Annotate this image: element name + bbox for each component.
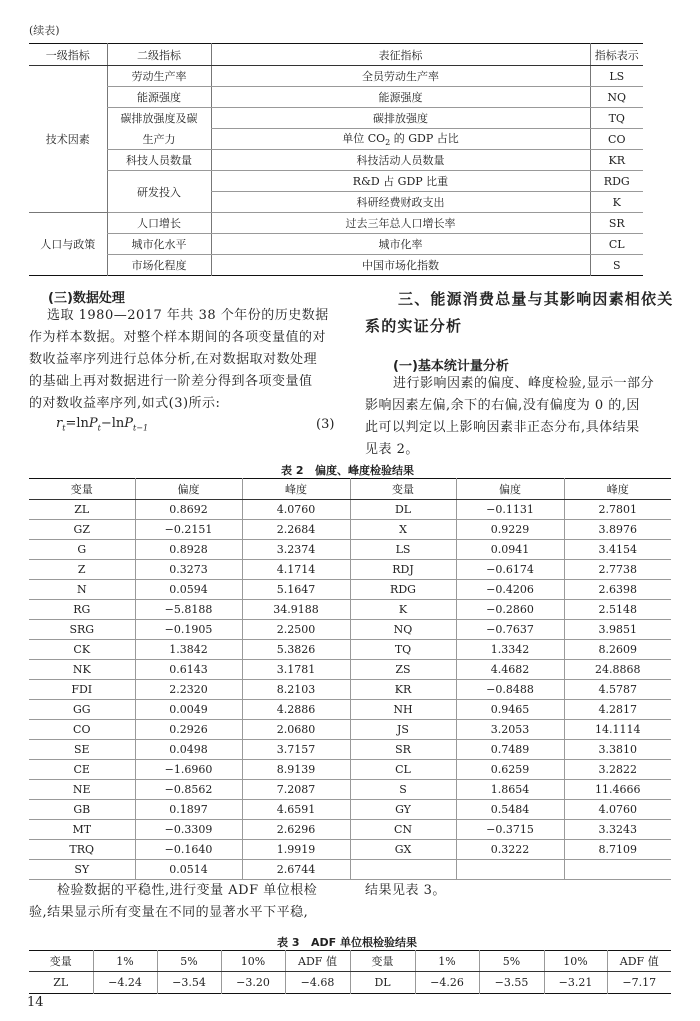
table-cell: 4.0760 bbox=[564, 800, 671, 820]
table-row bbox=[29, 700, 671, 720]
table-cell bbox=[350, 860, 456, 880]
table-row bbox=[29, 972, 671, 994]
table-cell: −0.1640 bbox=[135, 840, 242, 860]
table-cell: 3.4154 bbox=[564, 540, 671, 560]
header-variable: 变量 bbox=[29, 479, 135, 500]
table-cell: 3.3810 bbox=[564, 740, 671, 760]
data-processing-paragraph bbox=[29, 305, 349, 415]
table-cell: GY bbox=[350, 800, 456, 820]
indicator-text: 单位 CO bbox=[342, 132, 386, 146]
table-cell: SR bbox=[350, 740, 456, 760]
table-cell: JS bbox=[350, 720, 456, 740]
table-cell: −7.17 bbox=[607, 972, 671, 994]
table-cell: 4.1714 bbox=[242, 560, 350, 580]
table-row bbox=[29, 500, 671, 520]
table-cell: SY bbox=[29, 860, 135, 880]
header-kurtosis: 峰度 bbox=[564, 479, 671, 500]
table-cell: CK bbox=[29, 640, 135, 660]
table-row bbox=[29, 600, 671, 620]
table-cell: 2.2684 bbox=[242, 520, 350, 540]
table-cell: GG bbox=[29, 700, 135, 720]
paragraph-line: 选取 1980—2017 年共 38 个年份的历史数据 bbox=[47, 308, 329, 323]
table-cell: −3.21 bbox=[544, 972, 607, 994]
code-cell: SR bbox=[590, 213, 643, 234]
table-row bbox=[29, 760, 671, 780]
header-10pct: 10% bbox=[221, 951, 285, 972]
table-cell: DL bbox=[350, 500, 456, 520]
table-cell: 0.0498 bbox=[135, 740, 242, 760]
table-cell: ZL bbox=[53, 976, 69, 989]
table-cell: MT bbox=[29, 820, 135, 840]
table-cell: 2.6398 bbox=[564, 580, 671, 600]
header-variable: 变量 bbox=[350, 951, 415, 972]
table-cell: K bbox=[350, 600, 456, 620]
table-cell: 8.9139 bbox=[242, 760, 350, 780]
paragraph-line: 结果见表 3。 bbox=[365, 883, 446, 898]
table-cell: −0.6174 bbox=[456, 560, 564, 580]
paragraph-line: 作为样本数据。对整个样本期间的各项变量值的对 bbox=[29, 330, 327, 345]
level2-cell: 科技人员数量 bbox=[107, 150, 211, 171]
table-cell bbox=[564, 860, 671, 880]
table-cell: GZ bbox=[29, 520, 135, 540]
table-cell: Z bbox=[29, 560, 135, 580]
header-1pct: 1% bbox=[93, 951, 157, 972]
header-5pct: 5% bbox=[479, 951, 544, 972]
table-cell: 0.8928 bbox=[135, 540, 242, 560]
table-cell: 5.1647 bbox=[242, 580, 350, 600]
table-cell: 8.2103 bbox=[242, 680, 350, 700]
table-cell: N bbox=[29, 580, 135, 600]
indicator-cell: 城市化率 bbox=[211, 234, 590, 255]
table-row bbox=[29, 660, 671, 680]
section-heading-empirical: 三、能源消费总量与其影响因素相依关 bbox=[398, 290, 674, 308]
table-cell: 0.9229 bbox=[456, 520, 564, 540]
table-cell: S bbox=[350, 780, 456, 800]
header-variable: 变量 bbox=[29, 951, 93, 972]
header-kurtosis: 峰度 bbox=[242, 479, 350, 500]
table-cell: 1.8654 bbox=[456, 780, 564, 800]
table-cell: GX bbox=[350, 840, 456, 860]
code-cell: K bbox=[590, 192, 643, 213]
header-5pct: 5% bbox=[157, 951, 221, 972]
level2-cell: 生产力 bbox=[107, 129, 211, 150]
continued-table-label: (续表) bbox=[29, 24, 60, 37]
formula-symbol: P bbox=[124, 416, 134, 431]
level2-cell: 碳排放强度及碳 bbox=[107, 108, 211, 129]
code-cell: CO bbox=[590, 129, 643, 150]
level1-cell: 人口与政策 bbox=[40, 238, 96, 251]
table-cell: −1.6960 bbox=[135, 760, 242, 780]
table-cell: 4.0760 bbox=[242, 500, 350, 520]
table-row bbox=[29, 800, 671, 820]
header-adf: ADF 值 bbox=[607, 951, 671, 972]
table-row bbox=[29, 213, 643, 234]
code-cell: RDG bbox=[590, 171, 643, 192]
table-header-row bbox=[29, 479, 671, 500]
table-cell: 4.5787 bbox=[564, 680, 671, 700]
table-cell: 2.2500 bbox=[242, 620, 350, 640]
indicator-cell: 科研经费财政支出 bbox=[211, 192, 590, 213]
table-cell: 11.4666 bbox=[564, 780, 671, 800]
table-cell: −0.8562 bbox=[135, 780, 242, 800]
table-row bbox=[29, 560, 671, 580]
table-cell: −3.20 bbox=[221, 972, 285, 994]
table-cell: DL bbox=[350, 972, 415, 994]
header-adf: ADF 值 bbox=[285, 951, 350, 972]
paragraph-line: 的基础上再对数据进行一阶差分得到各项变量值 bbox=[29, 374, 313, 389]
header-level2: 二级指标 bbox=[107, 44, 211, 66]
table-row bbox=[29, 840, 671, 860]
table-cell: 8.7109 bbox=[564, 840, 671, 860]
table-cell: 0.0941 bbox=[456, 540, 564, 560]
header-variable: 变量 bbox=[350, 479, 456, 500]
table-row bbox=[29, 129, 643, 150]
table-row bbox=[29, 255, 643, 276]
indicator-cell: 科技活动人员数量 bbox=[211, 150, 590, 171]
table-cell: FDI bbox=[29, 680, 135, 700]
table-cell: NH bbox=[350, 700, 456, 720]
table-cell: 1.3342 bbox=[456, 640, 564, 660]
level2-cell: 城市化水平 bbox=[107, 234, 211, 255]
table-cell: CO bbox=[29, 720, 135, 740]
table-cell: RG bbox=[29, 600, 135, 620]
table-cell: NQ bbox=[350, 620, 456, 640]
indicator-cell: 中国市场化指数 bbox=[211, 255, 590, 276]
indicator-cell: 能源强度 bbox=[211, 87, 590, 108]
table-cell: 8.2609 bbox=[564, 640, 671, 660]
header-skewness: 偏度 bbox=[135, 479, 242, 500]
formula bbox=[56, 416, 148, 433]
code-cell: CL bbox=[590, 234, 643, 255]
table-row bbox=[29, 640, 671, 660]
paragraph-line: 影响因素左偏,余下的右偏,没有偏度为 0 的,因 bbox=[365, 398, 640, 413]
indicator-text: 的 GDP 占比 bbox=[390, 132, 459, 146]
table-cell: ZL bbox=[29, 500, 135, 520]
skewness-kurtosis-table bbox=[29, 478, 671, 880]
table-row bbox=[29, 780, 671, 800]
paragraph-line: 数收益率序列进行总体分析,在对数据取对数处理 bbox=[29, 352, 318, 367]
table-cell: −3.55 bbox=[479, 972, 544, 994]
table-cell: 24.8868 bbox=[564, 660, 671, 680]
table-cell: X bbox=[350, 520, 456, 540]
table-cell: 0.6143 bbox=[135, 660, 242, 680]
table-cell: 0.3273 bbox=[135, 560, 242, 580]
table-cell: 2.2320 bbox=[135, 680, 242, 700]
header-1pct: 1% bbox=[415, 951, 479, 972]
subsection-heading-basic-stats: (一)基本统计量分析 bbox=[393, 359, 509, 374]
table-cell: 1.3842 bbox=[135, 640, 242, 660]
table-cell: 0.1897 bbox=[135, 800, 242, 820]
table-cell: −3.54 bbox=[157, 972, 221, 994]
level1-cell: 技术因素 bbox=[29, 66, 107, 213]
table-row bbox=[29, 520, 671, 540]
code-cell: KR bbox=[590, 150, 643, 171]
table-cell: 0.3222 bbox=[456, 840, 564, 860]
table-row bbox=[29, 234, 643, 255]
table2-caption: 表 2 偏度、峰度检验结果 bbox=[281, 464, 414, 477]
table-cell: 0.2926 bbox=[135, 720, 242, 740]
page-number: 14 bbox=[27, 995, 44, 1010]
code-cell: TQ bbox=[590, 108, 643, 129]
table-cell: −0.3715 bbox=[456, 820, 564, 840]
level2-cell: 劳动生产率 bbox=[107, 66, 211, 87]
table-cell: −0.1905 bbox=[135, 620, 242, 640]
table-cell: 2.7738 bbox=[564, 560, 671, 580]
code-cell: S bbox=[590, 255, 643, 276]
table-cell: 3.2374 bbox=[242, 540, 350, 560]
table-cell: KR bbox=[350, 680, 456, 700]
table-cell: 14.1114 bbox=[564, 720, 671, 740]
formula-subscript: t bbox=[97, 423, 101, 433]
table-cell: −0.3309 bbox=[135, 820, 242, 840]
table-cell: 0.0049 bbox=[135, 700, 242, 720]
table-cell: TQ bbox=[350, 640, 456, 660]
table-cell: 1.9919 bbox=[242, 840, 350, 860]
table-cell: LS bbox=[350, 540, 456, 560]
table-cell: 3.1781 bbox=[242, 660, 350, 680]
indicator-table bbox=[29, 43, 643, 276]
table-cell: −4.68 bbox=[285, 972, 350, 994]
table-row bbox=[29, 150, 643, 171]
table-row bbox=[29, 680, 671, 700]
table-cell: 2.6744 bbox=[242, 860, 350, 880]
table-cell: NE bbox=[29, 780, 135, 800]
table-cell: 5.3826 bbox=[242, 640, 350, 660]
table-cell: 2.0680 bbox=[242, 720, 350, 740]
formula-subscript: t bbox=[62, 423, 66, 433]
table-cell: −4.26 bbox=[415, 972, 479, 994]
formula-symbol: r bbox=[56, 416, 63, 431]
indicator-cell: 碳排放强度 bbox=[211, 108, 590, 129]
paragraph-line: 此可以判定以上影响因素非正态分布,具体结果 bbox=[365, 420, 640, 435]
table-cell: 4.2817 bbox=[564, 700, 671, 720]
table-cell: 3.2822 bbox=[564, 760, 671, 780]
table-cell: 0.0514 bbox=[135, 860, 242, 880]
table-row bbox=[29, 820, 671, 840]
table-cell: 2.7801 bbox=[564, 500, 671, 520]
table-header-row bbox=[29, 951, 671, 972]
table-cell: SE bbox=[29, 740, 135, 760]
table-cell: −0.2860 bbox=[456, 600, 564, 620]
table-row bbox=[29, 540, 671, 560]
table-cell: G bbox=[29, 540, 135, 560]
table-row bbox=[29, 66, 643, 87]
indicator-cell: 过去三年总人口增长率 bbox=[211, 213, 590, 234]
formula-operator: −ln bbox=[100, 416, 125, 431]
table-cell: RDJ bbox=[350, 560, 456, 580]
header-level1: 一级指标 bbox=[29, 44, 107, 66]
paragraph-line: 见表 2。 bbox=[365, 442, 419, 457]
table-cell: 4.2886 bbox=[242, 700, 350, 720]
formula-symbol: P bbox=[88, 416, 98, 431]
indicator-cell: R&D 占 GDP 比重 bbox=[211, 171, 590, 192]
table-cell: RDG bbox=[350, 580, 456, 600]
adf-test-table bbox=[29, 950, 671, 994]
table-cell: SRG bbox=[29, 620, 135, 640]
code-cell: NQ bbox=[590, 87, 643, 108]
header-code: 指标表示 bbox=[590, 44, 643, 66]
table-cell: 0.5484 bbox=[456, 800, 564, 820]
section-heading-data-processing: (三)数据处理 bbox=[48, 291, 125, 306]
table-cell: 4.4682 bbox=[456, 660, 564, 680]
table-cell: 0.0594 bbox=[135, 580, 242, 600]
table-row bbox=[29, 108, 643, 129]
table-cell: 3.7157 bbox=[242, 740, 350, 760]
table-cell: 3.8976 bbox=[564, 520, 671, 540]
paragraph-line: 进行影响因素的偏度、峰度检验,显示一部分 bbox=[393, 376, 655, 391]
paragraph-line: 检验数据的平稳性,进行变量 ADF 单位根检 bbox=[57, 883, 318, 898]
table-row bbox=[29, 620, 671, 640]
table-cell: 0.6259 bbox=[456, 760, 564, 780]
table-cell: CE bbox=[29, 760, 135, 780]
formula-operator: =ln bbox=[65, 416, 89, 431]
table-row bbox=[29, 580, 671, 600]
level2-cell: 市场化程度 bbox=[107, 255, 211, 276]
table-row bbox=[29, 720, 671, 740]
table-cell bbox=[456, 860, 564, 880]
table-row bbox=[29, 740, 671, 760]
table-row bbox=[29, 860, 671, 880]
table-cell: 0.8692 bbox=[135, 500, 242, 520]
formula-subscript: t−1 bbox=[133, 423, 149, 433]
table-cell: CL bbox=[350, 760, 456, 780]
subscript: 2 bbox=[385, 138, 391, 148]
table2-body bbox=[29, 500, 671, 880]
header-10pct: 10% bbox=[544, 951, 607, 972]
table-cell: 3.2053 bbox=[456, 720, 564, 740]
table-cell: 34.9188 bbox=[242, 600, 350, 620]
table-cell: −0.1131 bbox=[456, 500, 564, 520]
table3-caption: 表 3 ADF 单位根检验结果 bbox=[277, 936, 417, 949]
table-row bbox=[29, 87, 643, 108]
table-cell: −0.7637 bbox=[456, 620, 564, 640]
level2-cell: 能源强度 bbox=[107, 87, 211, 108]
table-cell: −0.2151 bbox=[135, 520, 242, 540]
table-cell: GB bbox=[29, 800, 135, 820]
paragraph-line: 验,结果显示所有变量在不同的显著水平下平稳, bbox=[29, 905, 309, 920]
header-skewness: 偏度 bbox=[456, 479, 564, 500]
level2-cell: 研发投入 bbox=[107, 171, 211, 213]
stationarity-paragraph bbox=[29, 880, 354, 924]
table-cell: NK bbox=[29, 660, 135, 680]
table-cell: −5.8188 bbox=[135, 600, 242, 620]
table-cell: 2.5148 bbox=[564, 600, 671, 620]
table-cell: −0.4206 bbox=[456, 580, 564, 600]
table-cell: ZS bbox=[350, 660, 456, 680]
paragraph-line: 的对数收益率序列,如式(3)所示: bbox=[29, 396, 221, 411]
table-cell: 7.2087 bbox=[242, 780, 350, 800]
table-header-row bbox=[29, 44, 643, 66]
table-cell: CN bbox=[350, 820, 456, 840]
table-cell: −0.8488 bbox=[456, 680, 564, 700]
basic-stats-paragraph bbox=[365, 373, 675, 461]
table-cell: 3.3243 bbox=[564, 820, 671, 840]
table-cell: −4.24 bbox=[93, 972, 157, 994]
code-cell: LS bbox=[590, 66, 643, 87]
table-cell: 4.6591 bbox=[242, 800, 350, 820]
table-row bbox=[29, 171, 643, 192]
header-indicator: 表征指标 bbox=[211, 44, 590, 66]
section-heading-empirical-cont: 系的实证分析 bbox=[365, 317, 463, 335]
formula-number: (3) bbox=[316, 417, 335, 432]
indicator-cell: 全员劳动生产率 bbox=[211, 66, 590, 87]
table-cell: 0.9465 bbox=[456, 700, 564, 720]
table-cell: 2.6296 bbox=[242, 820, 350, 840]
table-cell: 3.9851 bbox=[564, 620, 671, 640]
table-cell: 0.7489 bbox=[456, 740, 564, 760]
table-cell: TRQ bbox=[29, 840, 135, 860]
indicator-cell bbox=[211, 129, 590, 150]
level2-cell: 人口增长 bbox=[107, 213, 211, 234]
